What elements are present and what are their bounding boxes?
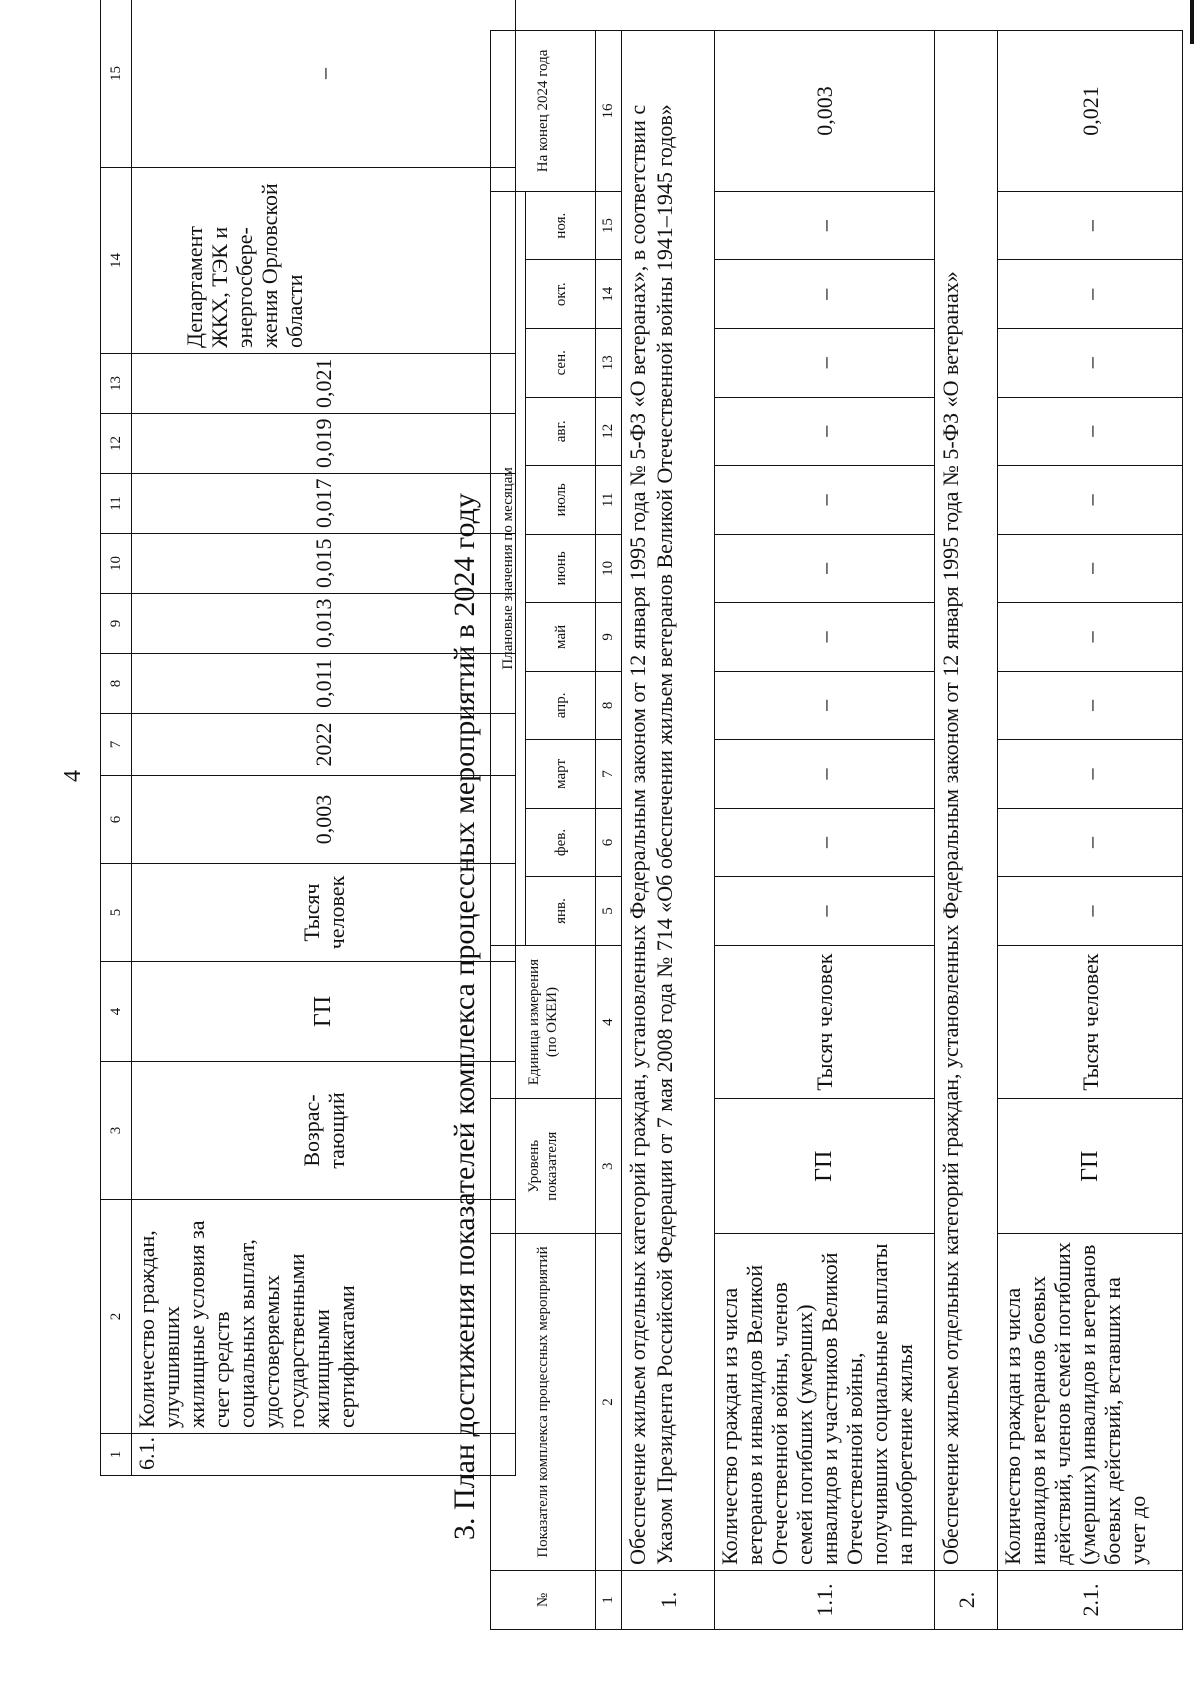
value-cell: – (132, 0, 516, 168)
group-title: Обеспечение жильем отдельных категорий граждан, установленных Федеральным законом от 12 января 1995 года № 5-ФЗ «О ветеранах» (935, 31, 998, 1571)
column-number: 14 (101, 168, 132, 354)
month-header: март (526, 740, 596, 809)
indicator-level: ГП (715, 1099, 935, 1234)
header-monthly-values: Плановые значения по месяцам (491, 191, 526, 945)
month-header: июнь (526, 534, 596, 603)
column-number: 14 (596, 260, 622, 329)
header-level: Уровень показателя (491, 1099, 596, 1234)
column-number: 8 (596, 671, 622, 740)
indicator-name: Количество граждан из числа инвалидов и ветеранов боевых действий, членов семей погибших (умерших) инвалидов и ветеранов боевых действий, вставших на учет до (998, 1234, 1183, 1571)
month-value: – (998, 808, 1183, 877)
month-header: июль (526, 466, 596, 535)
unit-of-measure: Тысяч человек (998, 945, 1183, 1099)
column-number: 9 (101, 594, 132, 654)
column-number: 6 (101, 776, 132, 864)
base-value: 0,003 (132, 776, 516, 864)
month-value: – (998, 671, 1183, 740)
column-number: 7 (101, 714, 132, 776)
column-number: 13 (596, 329, 622, 398)
value-cell: 0,013 (132, 594, 516, 654)
header-num: № (491, 1570, 596, 1629)
row-number: 2.1. (998, 1570, 1183, 1629)
unit-of-measure: Тысяч человек (715, 945, 935, 1099)
month-value: – (715, 329, 935, 398)
month-value: – (715, 740, 935, 809)
month-value: – (715, 603, 935, 672)
table-row (998, 31, 1183, 1630)
month-value: – (998, 260, 1183, 329)
column-number: 15 (101, 0, 132, 168)
month-value: – (998, 191, 1183, 260)
month-header: янв. (526, 877, 596, 946)
column-number: 5 (596, 877, 622, 946)
group-number: 2. (935, 1570, 998, 1629)
responsible-body: Департамент ЖКХ, ТЭК и энергосбере-жения Орловской области (132, 168, 516, 354)
indicator-level: ГП (998, 1099, 1183, 1234)
month-value: – (715, 397, 935, 466)
column-number: 1 (596, 1570, 622, 1629)
column-number: 8 (101, 654, 132, 714)
value-cell: 0,019 (132, 414, 516, 474)
column-number: 15 (596, 191, 622, 260)
column-number: 12 (596, 397, 622, 466)
indicator-name: Количество граждан, улучшивших жилищные условия за счет средств социальных выплат, удостоверяемых государственными жилищными сертификатами (132, 1200, 516, 1434)
column-number: 10 (596, 534, 622, 603)
row-number: 1.1. (715, 1570, 935, 1629)
group-row (935, 31, 998, 1630)
column-number-row (596, 31, 622, 1630)
column-number: 16 (596, 31, 622, 192)
column-number: 2 (596, 1234, 622, 1571)
group-row (622, 31, 715, 1630)
unit-of-measure: Тысяч человек (132, 864, 516, 962)
month-value: – (998, 877, 1183, 946)
value-cell: 0,015 (132, 534, 516, 594)
month-header: ноя. (526, 191, 596, 260)
column-number-row (101, 0, 132, 1476)
column-number: 11 (101, 474, 132, 534)
column-number: 13 (101, 354, 132, 414)
month-value: – (715, 877, 935, 946)
month-header: апр. (526, 671, 596, 740)
column-number: 11 (596, 466, 622, 535)
value-cell: 0,017 (132, 474, 516, 534)
month-value: – (998, 466, 1183, 535)
base-year: 2022 (132, 714, 516, 776)
column-number: 9 (596, 603, 622, 672)
month-value: – (715, 534, 935, 603)
value-cell: 0,011 (132, 654, 516, 714)
month-value: – (998, 740, 1183, 809)
column-number: 4 (101, 962, 132, 1062)
month-value: – (715, 808, 935, 877)
column-number: 7 (596, 740, 622, 809)
value-cell: 0,021 (132, 354, 516, 414)
month-header: май (526, 603, 596, 672)
column-number: 3 (101, 1062, 132, 1200)
month-value: – (998, 534, 1183, 603)
month-header: окт. (526, 260, 596, 329)
section-title: 3. План достижения показателей комплекса процессных мероприятий в 2024 году (448, 493, 481, 1540)
group-title: Обеспечение жильем отдельных категорий граждан, установленных Федеральным законом от 12 января 1995 года № 5-ФЗ «О ветеранах», в соответствии с Указом Президента Российской Федерации от 7 мая 2008 года № 714 «Об обеспечении жильем ветеранов Великой Отечественной войны 1941–1945 годов» (622, 31, 715, 1571)
column-number: 12 (101, 414, 132, 474)
month-header: сен. (526, 329, 596, 398)
page-number: 4 (60, 770, 86, 782)
indicator-level: ГП (132, 962, 516, 1062)
indicator-name: Количество граждан из числа ветеранов и инвалидов Великой Отечественной войны, членов семей погибших (умерших) инвалидов и участников Великой Отечественной войны, получивших социальные выплаты на приобретение жилья (715, 1234, 935, 1571)
month-value: – (715, 466, 935, 535)
column-number: 5 (101, 864, 132, 962)
month-value: – (998, 397, 1183, 466)
month-value: – (715, 191, 935, 260)
month-value: – (998, 329, 1183, 398)
year-end-value: 0,021 (998, 31, 1183, 192)
month-value: – (715, 260, 935, 329)
month-value: – (998, 603, 1183, 672)
column-number: 6 (596, 808, 622, 877)
month-value: – (715, 671, 935, 740)
column-number: 10 (101, 534, 132, 594)
group-number: 1. (622, 1570, 715, 1629)
header-year-end: На конец 2024 года (491, 31, 596, 192)
plan-table (490, 30, 1183, 1630)
month-header: авг. (526, 397, 596, 466)
indicator-type: Возрас-тающий (132, 1062, 516, 1200)
header-indicator-name: Показатели комплекса процессных мероприятий (491, 1234, 596, 1571)
header-row (491, 31, 526, 1630)
header-unit: Единица измерения (по ОКЕИ) (491, 945, 596, 1099)
month-header: фев. (526, 808, 596, 877)
table-row (715, 31, 935, 1630)
column-number: 2 (101, 1200, 132, 1434)
column-number: 4 (596, 945, 622, 1099)
year-end-value: 0,003 (715, 31, 935, 192)
column-number: 1 (101, 1434, 132, 1476)
column-number: 3 (596, 1099, 622, 1234)
row-number: 6.1. (132, 1434, 516, 1476)
